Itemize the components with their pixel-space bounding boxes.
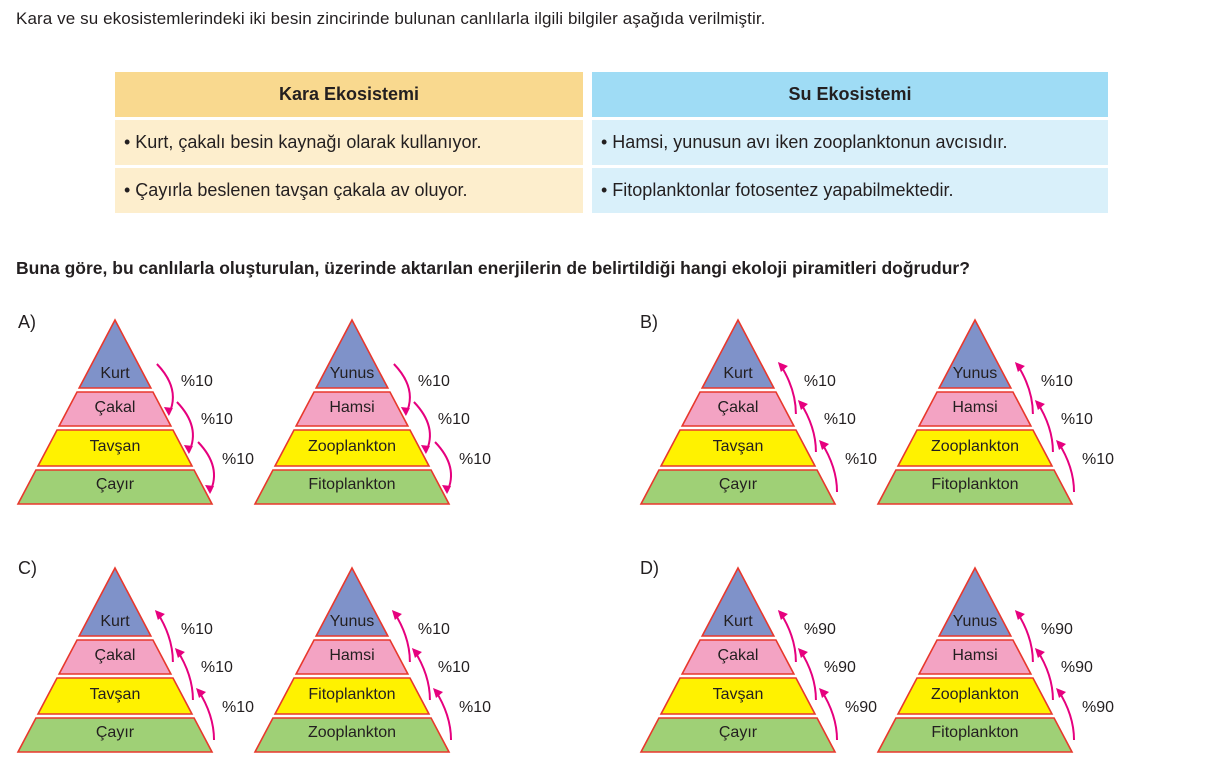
pyramid-level-label: Hamsi xyxy=(952,647,998,664)
pyramid-level-label: Çakal xyxy=(94,647,136,664)
land-ecosystem-header: Kara Ekosistemi xyxy=(115,72,583,120)
water-ecosystem-header: Su Ekosistemi xyxy=(592,72,1108,120)
energy-percent-label: %90 xyxy=(845,699,878,716)
pyramid-level-label: Kurt xyxy=(723,613,753,630)
pyramid-level-label: Çayır xyxy=(95,476,135,493)
pyramid-level-label: Tavşan xyxy=(89,438,141,455)
energy-percent-label: %10 xyxy=(437,411,470,428)
energy-percent-label: %10 xyxy=(222,699,255,716)
option-c-pyramids xyxy=(18,568,491,752)
question-text: Buna göre, bu canlılarla oluşturulan, üzerinde aktarılan enerjilerin de belirtildiği hangi ekoloji piramitleri doğrudur? xyxy=(16,258,970,278)
option-b-pyramids xyxy=(641,320,1114,504)
energy-percent-label: %90 xyxy=(803,621,836,638)
energy-percent-label: %10 xyxy=(437,659,470,676)
water-fact-cell: • Hamsi, yunusun avı iken zooplanktonun avcısıdır. xyxy=(592,120,1108,168)
pyramid-level-label: Yunus xyxy=(329,365,375,382)
energy-percent-label: %10 xyxy=(823,411,856,428)
option-b-label[interactable]: B) xyxy=(640,312,658,332)
option-d-label[interactable]: D) xyxy=(640,558,659,578)
energy-percent-label: %10 xyxy=(417,373,450,390)
energy-percent-label: %90 xyxy=(823,659,856,676)
pyramid-level-label: Çayır xyxy=(718,476,758,493)
energy-percent-label: %10 xyxy=(1082,451,1115,468)
energy-percent-label: %10 xyxy=(1060,411,1093,428)
pyramid-level-label: Tavşan xyxy=(712,438,764,455)
energy-percent-label: %90 xyxy=(1082,699,1115,716)
land-fact-cell: • Kurt, çakalı besin kaynağı olarak kullanıyor. xyxy=(115,120,583,168)
ecology-pyramid xyxy=(18,568,254,752)
pyramid-level-label: Kurt xyxy=(100,365,130,382)
pyramid-level-label: Zooplankton xyxy=(930,438,1020,455)
pyramid-level-label: Fitoplankton xyxy=(931,476,1019,493)
energy-percent-label: %90 xyxy=(1040,621,1073,638)
pyramid-level-label: Zooplankton xyxy=(930,686,1020,703)
pyramid-level-label: Fitoplankton xyxy=(308,476,396,493)
ecology-pyramid xyxy=(18,320,254,504)
energy-percent-label: %10 xyxy=(459,699,492,716)
pyramid-level-label: Yunus xyxy=(329,613,375,630)
pyramid-level-label: Yunus xyxy=(952,613,998,630)
water-fact-cell: • Fitoplanktonlar fotosentez yapabilmektedir. xyxy=(592,168,1108,213)
pyramid-level-label: Hamsi xyxy=(329,647,375,664)
pyramid-level-label: Çayır xyxy=(718,724,758,741)
pyramid-level-label: Tavşan xyxy=(89,686,141,703)
pyramid-level-label: Fitoplankton xyxy=(931,724,1019,741)
pyramid-level-label: Tavşan xyxy=(712,686,764,703)
pyramid-level-label: Zooplankton xyxy=(307,438,397,455)
ecology-pyramid xyxy=(255,320,491,504)
energy-percent-label: %10 xyxy=(1040,373,1073,390)
option-a-pyramids xyxy=(18,320,491,504)
energy-percent-label: %10 xyxy=(417,621,450,638)
pyramid-level-label: Zooplankton xyxy=(307,724,397,741)
ecology-pyramid xyxy=(641,320,877,504)
energy-percent-label: %90 xyxy=(1060,659,1093,676)
energy-percent-label: %10 xyxy=(180,373,213,390)
pyramid-level-label: Çakal xyxy=(717,399,759,416)
ecology-pyramid xyxy=(255,568,491,752)
land-fact-cell: • Çayırla beslenen tavşan çakala av oluyor. xyxy=(115,168,583,213)
pyramid-level-label: Kurt xyxy=(723,365,753,382)
pyramid-level-label: Fitoplankton xyxy=(308,686,396,703)
pyramid-level-label: Yunus xyxy=(952,365,998,382)
ecology-pyramid xyxy=(641,568,877,752)
pyramid-level-label: Hamsi xyxy=(952,399,998,416)
pyramid-level-label: Hamsi xyxy=(329,399,375,416)
intro-text: Kara ve su ekosistemlerindeki iki besin zincirinde bulunan canlılarla ilgili bilgiler aşağıda verilmiştir. xyxy=(16,9,766,28)
energy-percent-label: %10 xyxy=(200,659,233,676)
pyramid-level-label: Çayır xyxy=(95,724,135,741)
option-c-label[interactable]: C) xyxy=(18,558,37,578)
ecology-pyramid xyxy=(878,320,1114,504)
energy-percent-label: %10 xyxy=(803,373,836,390)
pyramid-level-label: Çakal xyxy=(94,399,136,416)
energy-percent-label: %10 xyxy=(222,451,255,468)
energy-percent-label: %10 xyxy=(845,451,878,468)
pyramid-level-label: Kurt xyxy=(100,613,130,630)
option-d-pyramids xyxy=(641,568,1114,752)
option-a-label[interactable]: A) xyxy=(18,312,36,332)
pyramid-level-label: Çakal xyxy=(717,647,759,664)
energy-percent-label: %10 xyxy=(459,451,492,468)
energy-percent-label: %10 xyxy=(180,621,213,638)
ecology-pyramid xyxy=(878,568,1114,752)
energy-percent-label: %10 xyxy=(200,411,233,428)
